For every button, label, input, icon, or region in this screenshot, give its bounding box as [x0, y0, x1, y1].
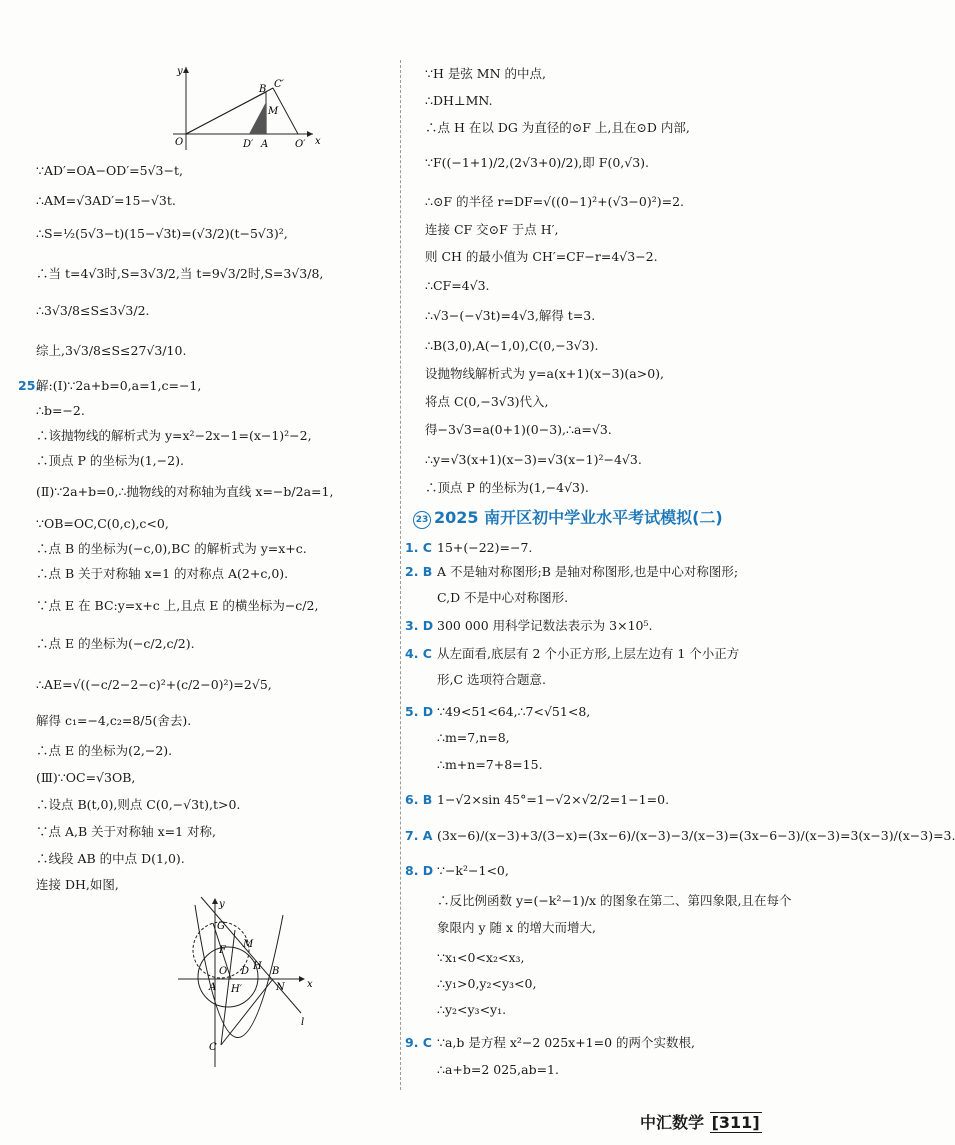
- footer-brand: 中汇数学: [640, 1113, 705, 1132]
- left-line-19: ∴点 E 的坐标为(2,−2).: [36, 743, 173, 758]
- fig1-M: M: [268, 106, 279, 117]
- right-line-10: ∴B(3,0),A(−1,0),C(0,−3√3).: [425, 338, 599, 353]
- left-line-8: ∴b=−2.: [36, 403, 85, 418]
- left-line-12: ∵OB=OC,C(0,c),c<0,: [36, 516, 169, 531]
- fig1-O2: O′: [295, 139, 306, 150]
- right-line-15: ∴顶点 P 的坐标为(1,−4√3).: [425, 480, 589, 495]
- left-line-20: (Ⅲ)∵OC=√3OB,: [36, 770, 136, 785]
- answer-line: [405, 704, 590, 720]
- left-line-23: ∴线段 AB 的中点 D(1,0).: [36, 851, 185, 866]
- left-line-15: ∵点 E 在 BC:y=x+c 上,且点 E 的横坐标为−c/2,: [36, 598, 319, 613]
- answer-text: ∴y₁>0,y₂<y₃<0,: [437, 976, 537, 991]
- answer-number: 9. C: [405, 1035, 432, 1050]
- right-line-6: 连接 CF 交⊙F 于点 H′,: [425, 222, 559, 237]
- right-line-2: ∴DH⊥MN.: [425, 93, 493, 108]
- answer-line: [405, 1002, 506, 1018]
- answer-text: ∴反比例函数 y=(−k²−1)/x 的图象在第二、第四象限,且在每个: [437, 893, 792, 908]
- answer-text: 1−√2×sin 45°=1−√2×√2/2=1−1=0.: [437, 792, 670, 807]
- answer-number: 3. D: [405, 618, 434, 633]
- fig1-O: O: [175, 137, 184, 148]
- answer-text: 形,C 选项符合题意.: [437, 672, 546, 687]
- fig2-M: M: [243, 939, 254, 950]
- section-number: 23: [413, 511, 431, 529]
- answer-text: A 不是轴对称图形;B 是轴对称图形,也是中心对称图形;: [437, 564, 739, 579]
- left-line-9: ∴该抛物线的解析式为 y=x²−2x−1=(x−1)²−2,: [36, 428, 312, 443]
- fig2-C: C: [209, 1042, 217, 1053]
- fig2-B: B: [272, 966, 280, 977]
- right-line-5: ∴⊙F 的半径 r=DF=√((0−1)²+(√3−0)²)=2.: [425, 194, 685, 209]
- left-line-16: ∴点 E 的坐标为(−c/2,c/2).: [36, 636, 195, 651]
- fig1-C: C′: [274, 79, 284, 90]
- parabola-circle-figure: [173, 895, 333, 1070]
- answer-line: [405, 1035, 695, 1051]
- left-line-4: ∴当 t=4√3时,S=3√3/2,当 t=9√3/2时,S=3√3/8,: [36, 266, 324, 281]
- fig1-A: A: [261, 139, 269, 150]
- fig1-B: B: [259, 84, 267, 95]
- fig1-D: D′: [243, 139, 254, 150]
- left-line-13: ∴点 B 的坐标为(−c,0),BC 的解析式为 y=x+c.: [36, 541, 307, 556]
- fig2-A: A: [209, 982, 217, 993]
- fig2-x: x: [307, 979, 313, 990]
- answer-text: ∵x₁<0<x₂<x₃,: [437, 950, 525, 965]
- fig2-F: F: [219, 945, 226, 956]
- answer-line: [405, 828, 955, 844]
- right-line-8: ∴CF=4√3.: [425, 278, 490, 293]
- left-line-5: ∴3√3/8≤S≤3√3/2.: [36, 303, 150, 318]
- fig2-N: N: [276, 982, 285, 993]
- right-line-11: 设抛物线解析式为 y=a(x+1)(x−3)(a>0),: [425, 366, 665, 381]
- fig1-x: x: [315, 136, 321, 147]
- left-line-2: ∴AM=√3AD′=15−√3t.: [36, 193, 176, 208]
- answer-line: [405, 564, 738, 580]
- answer-number: 7. A: [405, 828, 433, 843]
- answer-number: 1. C: [405, 540, 432, 555]
- answer-text: 从左面看,底层有 2 个小正方形,上层左边有 1 个小正方: [437, 646, 740, 661]
- answer-text: 300 000 用科学记数法表示为 3×10⁵.: [437, 618, 653, 633]
- left-line-6: 综上,3√3/8≤S≤27√3/10.: [36, 343, 187, 358]
- answer-line: [405, 976, 536, 992]
- answer-text: ∵−k²−1<0,: [437, 863, 509, 878]
- answer-line: [405, 950, 524, 966]
- fig1-y: y: [177, 66, 183, 77]
- section-title-text: 2025 南开区初中学业水平考试模拟(二): [434, 508, 723, 527]
- answer-number: 4. C: [405, 646, 432, 661]
- section-title: [413, 505, 723, 529]
- answer-number: 5. D: [405, 704, 434, 719]
- answer-line: [405, 1062, 559, 1078]
- left-line-3: ∴S=½(5√3−t)(15−√3t)=(√3/2)(t−5√3)²,: [36, 226, 288, 241]
- column-divider: [400, 60, 401, 1090]
- left-line-22: ∵点 A,B 关于对称轴 x=1 对称,: [36, 824, 217, 839]
- left-line-24: 连接 DH,如图,: [36, 877, 119, 892]
- triangle-figure: [153, 62, 333, 152]
- question-25-number: 25.: [18, 378, 41, 393]
- right-line-1: ∵H 是弦 MN 的中点,: [425, 66, 546, 81]
- fig2-G: G: [217, 921, 225, 932]
- answer-line: [405, 540, 532, 556]
- left-line-21: ∴设点 B(t,0),则点 C(0,−√3t),t>0.: [36, 797, 241, 812]
- left-line-11: (Ⅱ)∵2a+b=0,∴抛物线的对称轴为直线 x=−b/2a=1,: [36, 484, 334, 499]
- answer-text: ∴m+n=7+8=15.: [437, 757, 543, 772]
- fig2-H: H: [253, 961, 262, 972]
- answer-text: C,D 不是中心对称图形.: [437, 590, 569, 605]
- right-line-13: 得−3√3=a(0+1)(0−3),∴a=√3.: [425, 422, 612, 437]
- fig2-H2: H′: [231, 984, 242, 995]
- answer-text: (3x−6)/(x−3)+3/(3−x)=(3x−6)/(x−3)−3/(x−3)=(3x−6−3)/(x−3)=3(x−3)/(x−3)=3.: [437, 828, 955, 843]
- answer-number: 6. B: [405, 792, 433, 807]
- left-line-18: 解得 c₁=−4,c₂=8/5(舍去).: [36, 713, 192, 728]
- right-line-7: 则 CH 的最小值为 CH′=CF−r=4√3−2.: [425, 249, 658, 264]
- answer-text: ∵49<51<64,∴7<√51<8,: [437, 704, 591, 719]
- right-line-4: ∵F((−1+1)/2,(2√3+0)/2),即 F(0,√3).: [425, 155, 650, 170]
- answer-line: [405, 590, 568, 606]
- fig2-D: D: [241, 966, 250, 977]
- answer-text: 15+(−22)=−7.: [437, 540, 533, 555]
- right-line-14: ∴y=√3(x+1)(x−3)=√3(x−1)²−4√3.: [425, 452, 642, 467]
- right-line-12: 将点 C(0,−3√3)代入,: [425, 394, 549, 409]
- fig2-O: O: [219, 966, 228, 977]
- right-line-9: ∴√3−(−√3t)=4√3,解得 t=3.: [425, 308, 596, 323]
- page-number: [311]: [711, 1113, 760, 1132]
- answer-text: ∴m=7,n=8,: [437, 730, 510, 745]
- answer-number: 8. D: [405, 863, 434, 878]
- answer-line: [405, 646, 739, 662]
- answer-text: 象限内 y 随 x 的增大而增大,: [437, 920, 596, 935]
- answer-number: 2. B: [405, 564, 433, 579]
- answer-line: [405, 863, 509, 879]
- answer-text: ∴y₂<y₃<y₁.: [437, 1002, 507, 1017]
- left-line-1: ∵AD′=OA−OD′=5√3−t,: [36, 163, 183, 178]
- answer-line: [405, 920, 596, 936]
- answer-line: [405, 618, 652, 634]
- answer-text: ∴a+b=2 025,ab=1.: [437, 1062, 559, 1077]
- right-line-3: ∴点 H 在以 DG 为直径的⊙F 上,且在⊙D 内部,: [425, 120, 690, 135]
- answer-line: [405, 792, 669, 808]
- left-line-7: 解:(Ⅰ)∵2a+b=0,a=1,c=−1,: [36, 378, 202, 393]
- left-line-17: ∴AE=√((−c/2−2−c)²+(c/2−0)²)=2√5,: [36, 677, 272, 692]
- fig2-y: y: [219, 899, 225, 910]
- fig2-l: l: [301, 1017, 305, 1028]
- answer-line: [405, 757, 543, 773]
- answer-line: [405, 893, 791, 909]
- answer-line: [405, 730, 510, 746]
- left-line-14: ∴点 B 关于对称轴 x=1 的对称点 A(2+c,0).: [36, 566, 289, 581]
- answer-text: ∵a,b 是方程 x²−2 025x+1=0 的两个实数根,: [437, 1035, 695, 1050]
- answer-line: [405, 672, 546, 688]
- left-line-10: ∴顶点 P 的坐标为(1,−2).: [36, 453, 184, 468]
- page-footer: [640, 1110, 762, 1133]
